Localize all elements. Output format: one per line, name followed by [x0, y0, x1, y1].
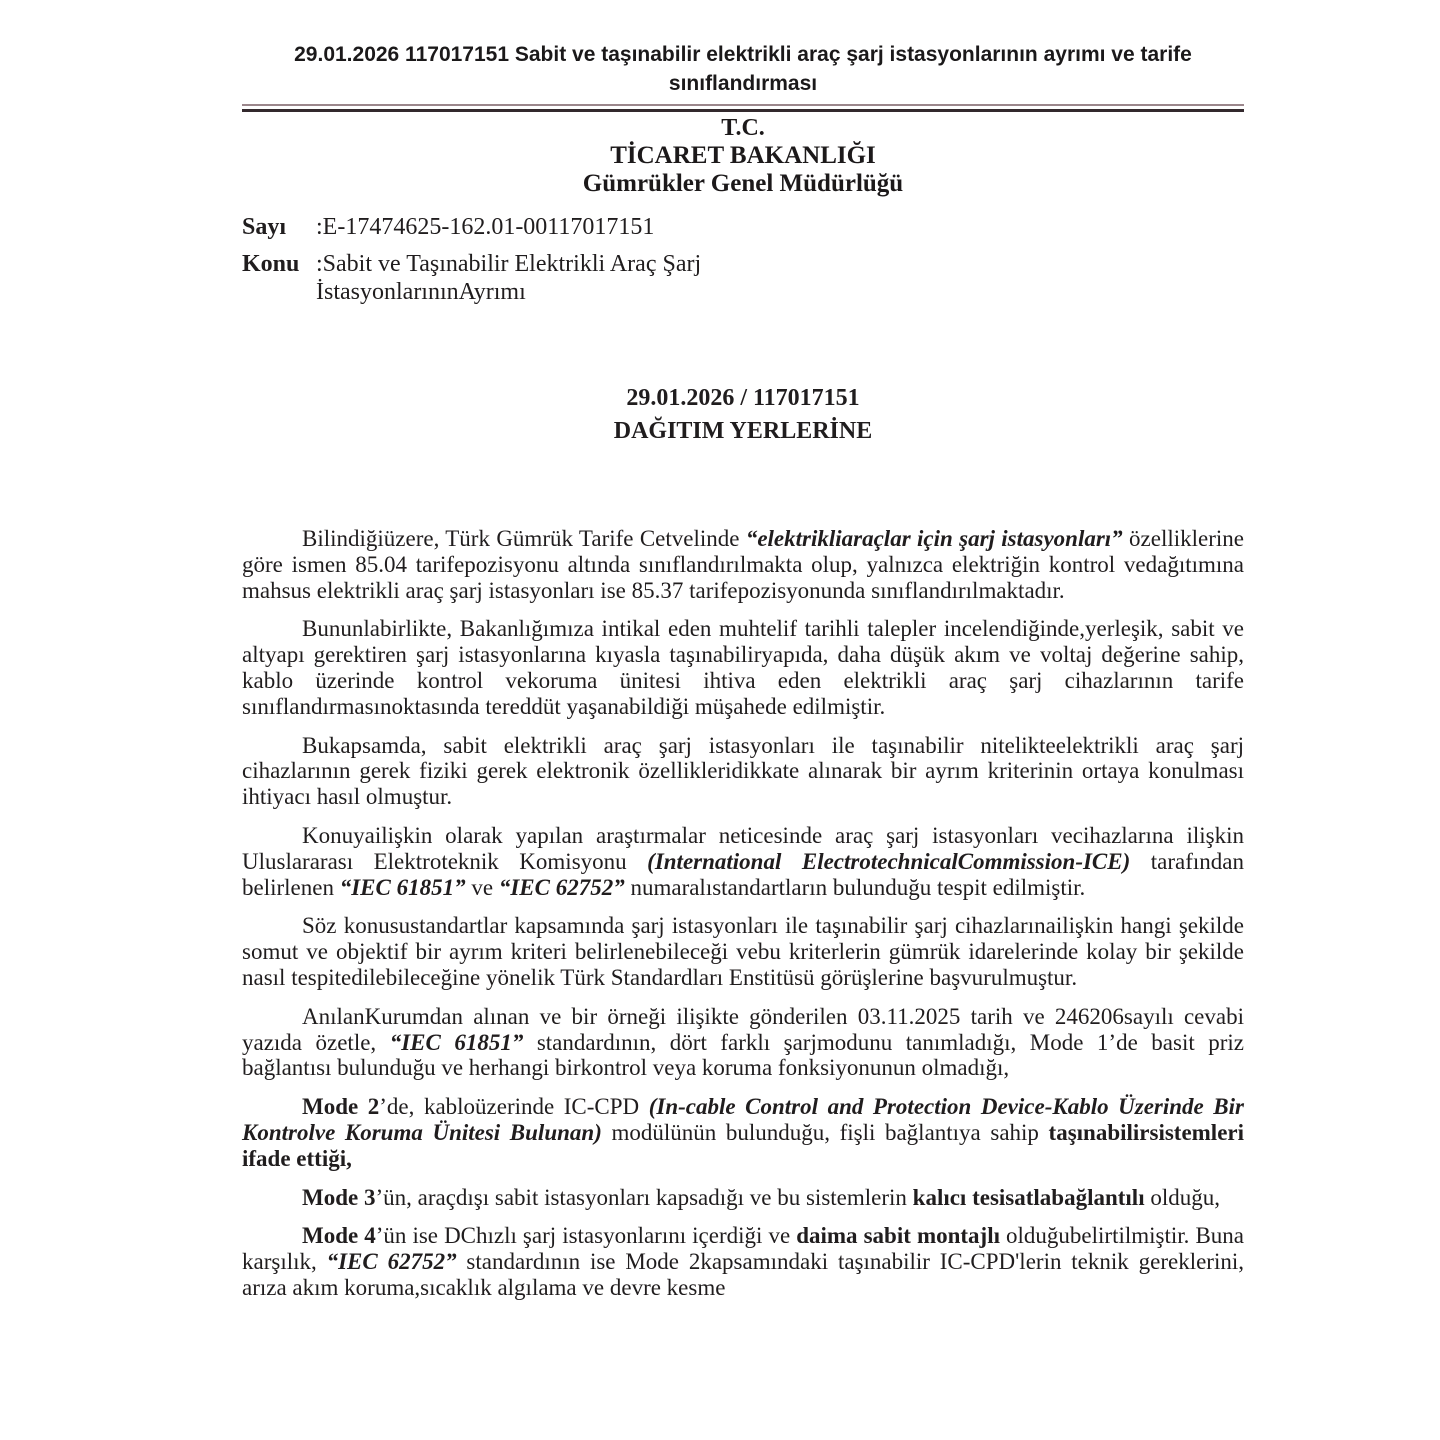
konu-label: Konu	[242, 251, 300, 277]
print-header-line2: sınıflandırması	[668, 72, 818, 95]
sayi-value: :E-17474625-162.01-00117017151	[316, 214, 655, 240]
text-run: “IEC 61851”	[389, 1029, 524, 1055]
sayi-row	[242, 213, 1244, 241]
text-run: “IEC 61851”	[339, 874, 466, 900]
text-run: daima sabit montajlı	[796, 1223, 1000, 1249]
text-run: “elektrikliaraçlar için şarj istasyonları”	[745, 526, 1123, 551]
text-run: numaralıstandartların bulunduğu tespit edilmiştir.	[624, 874, 1086, 900]
text-run: “IEC 62752”	[326, 1249, 457, 1275]
text-run: standardının ise Mode 2kapsamındaki taşınabilir IC-CPD'lerin teknik gereklerini, arıza akım koruma,sıcaklık algılama ve devre kesme	[242, 1249, 1244, 1300]
body-paragraphs	[242, 526, 1244, 1301]
text-run: olduğubelirtilmiştir. Buna karşılık,	[242, 1223, 1244, 1275]
text-run: ’ün ise DChızlı şarj istasyonlarını içerdiği ve	[375, 1223, 797, 1249]
text-run: (In-cable Control and Protection Device-Kablo Üzerinde Bir Kontrolve Koruma Ünitesi Bulunan)	[242, 1094, 1244, 1145]
paragraph	[242, 823, 1244, 900]
paragraph	[242, 1094, 1244, 1171]
text-run: “IEC 62752”	[498, 874, 625, 900]
text-run: tarafından belirlenen	[242, 848, 1245, 900]
text-run: (International ElectrotechnicalCommission-ICE)	[647, 848, 1131, 874]
text-run: ve	[465, 874, 499, 900]
text-run: Mode 4	[302, 1223, 376, 1249]
document-meta	[242, 213, 1244, 306]
letterhead-tc: T.C.	[721, 115, 765, 141]
text-run: Bununlabirlikte, Bakanlığımıza intikal eden muhtelif tarihli talepler incelendiğinde,yerleşik, sabit ve altyapı gerektiren şarj istasyonlarına kıyasla taşınabiliryapıda, daha düşük akım ve voltaj değerine sahip, kablo üzerinde kontrol vekoruma ünitesi ihtiva eden elektrikli araç şarj cihazlarının tarife sınıflandırmasınoktasında tereddüt yaşanabildiği müşahede edilmiştir.	[242, 616, 1244, 719]
print-header	[242, 0, 1244, 98]
paragraph	[242, 733, 1244, 810]
letterhead	[242, 115, 1244, 198]
konu-row	[242, 250, 1244, 306]
letterhead-ministry: TİCARET BAKANLIĞI	[610, 142, 876, 169]
sayi-label: Sayı	[242, 214, 287, 240]
document-content	[242, 0, 1244, 1314]
text-run: kalıcı tesisatlabağlantılı	[912, 1184, 1145, 1210]
text-run: ’ün, araçdışı sabit istasyonları kapsadığı ve bu sistemlerin	[375, 1184, 913, 1210]
konu-value-line1: :Sabit ve Taşınabilir Elektrikli Araç Şarj	[316, 251, 702, 277]
text-run: standardının, dört farklı şarjmodunu tanımladığı, Mode 1’de basit priz bağlantısı bulunduğu ve herhangi birkontrol veya koruma fonksiyonunun olmadığı,	[242, 1029, 1244, 1081]
text-run: AnılanKurumdan alınan ve bir örneği ilişikte gönderilen 03.11.2025 tarih ve 246206sayılı cevabi yazıda özetle,	[242, 1003, 1244, 1055]
reference-addressee: DAĞITIM YERLERİNE	[613, 418, 873, 444]
text-run: taşınabilirsistemleri ifade ettiği,	[242, 1119, 1245, 1171]
paragraph	[242, 1004, 1244, 1081]
text-run: özelliklerine göre ismen 85.04 tarifepozisyonu altında sınıflandırılmakta olup, yalnızca elektriğin kontrol vedağıtımına mahsus elektrikli araç şarj istasyonları ise 85.37 tarifepozisyonunda sınıflandırılmaktadır.	[242, 526, 1244, 603]
paragraph	[242, 1185, 1244, 1211]
text-run: ’de, kabloüzerinde IC-CPD	[379, 1094, 649, 1120]
konu-value	[316, 250, 701, 306]
reference-block	[242, 384, 1244, 446]
konu-value-line2: İstasyonlarınınAyrımı	[316, 279, 526, 305]
text-run: Mode 3	[302, 1184, 376, 1210]
header-divider-rule	[242, 104, 1244, 112]
text-run: Mode 2	[302, 1094, 380, 1120]
text-run: modülünün bulunduğu, fişli bağlantıya sahip	[601, 1119, 1049, 1145]
letterhead-directorate: Gümrükler Genel Müdürlüğü	[582, 170, 904, 197]
print-header-line1: 29.01.2026 117017151 Sabit ve taşınabilir elektrikli araç şarj istasyonlarının ayrımı ve tarife	[294, 43, 1192, 66]
paragraph	[242, 913, 1244, 990]
paragraph	[242, 526, 1244, 603]
text-run: Söz konusustandartlar kapsamında şarj istasyonları ile taşınabilir şarj cihazlarınailişkin hangi şekilde somut ve objektif bir ayrım kriteri belirlenebileceği vebu kriterlerin gümrük idarelerinde kolay bir şekilde nasıl tespitedilebileceğine yönelik Türk Standardları Enstitüsü görüşlerine başvurulmuştur.	[242, 913, 1244, 990]
paragraph	[242, 616, 1244, 719]
text-run: olduğu,	[1144, 1184, 1220, 1210]
text-run: Bukapsamda, sabit elektrikli araç şarj istasyonları ile taşınabilir nitelikteelektrikli araç şarj cihazlarının gerek fiziki gerek elektronik özellikleridikkate alınarak bir ayrım kriterinin ortaya konulması ihtiyacı hasıl olmuştur.	[242, 732, 1244, 810]
text-run: Konuyailişkin olarak yapılan araştırmalar neticesinde araç şarj istasyonları vecihazlarına ilişkin Uluslararası Elektroteknik Komisyonu	[242, 822, 1244, 874]
text-run: Bilindiğiüzere, Türk Gümrük Tarife Cetvelinde	[302, 526, 746, 551]
paragraph	[242, 1223, 1244, 1300]
reference-date-number: 29.01.2026 / 117017151	[626, 385, 860, 411]
